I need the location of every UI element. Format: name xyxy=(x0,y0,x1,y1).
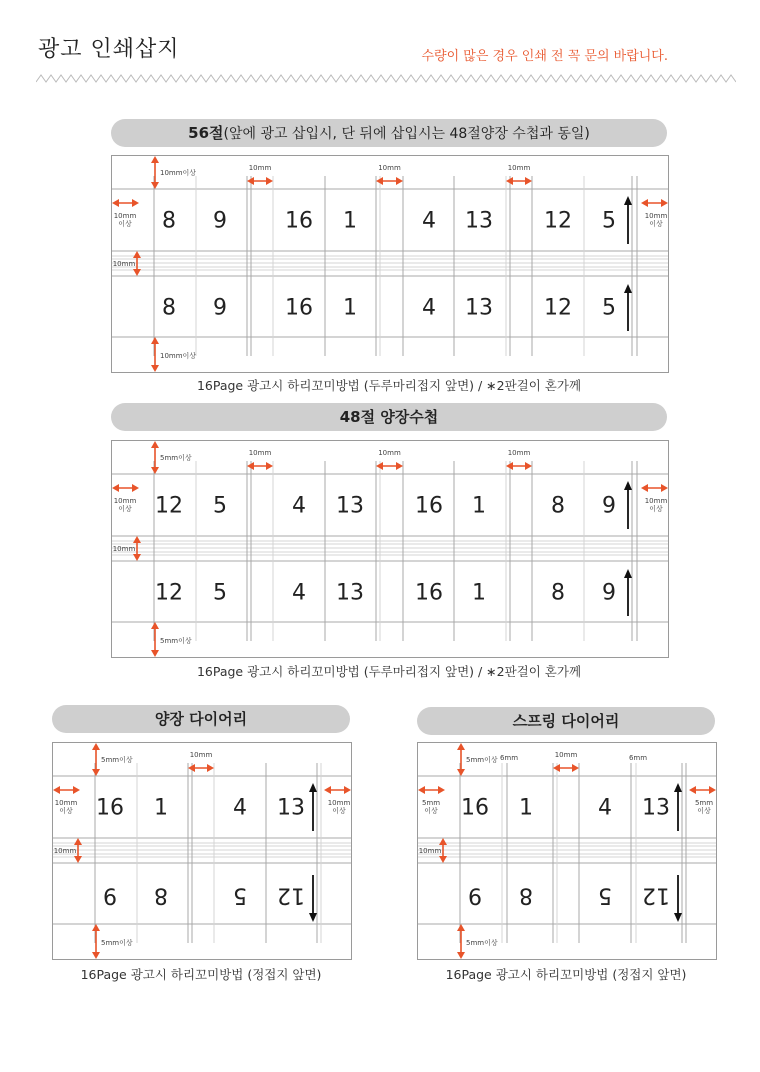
s56-page-top-3: 1 xyxy=(343,208,357,234)
s48-page-top-6: 8 xyxy=(551,493,565,519)
sp-page-bottom-3: 12 xyxy=(642,882,670,908)
yj-direction-arrow-top xyxy=(309,783,317,831)
yj-margin-bottom-arrow xyxy=(92,924,100,959)
svg-text:이상: 이상 xyxy=(424,807,438,815)
imposition-spring-diagram xyxy=(417,742,717,960)
s56-gap-middle-label: 10mm xyxy=(112,260,136,268)
s48-page-top-0: 12 xyxy=(155,493,183,519)
svg-text:이상: 이상 xyxy=(649,505,663,513)
sp-direction-arrow-bottom xyxy=(674,875,682,922)
sp-spring-gap-left-label: 6mm xyxy=(499,754,519,762)
svg-text:이상: 이상 xyxy=(118,505,132,513)
sp-page-top-1: 1 xyxy=(519,795,533,821)
s48-margin-left-arrow xyxy=(112,484,139,492)
section-56-heading-bold: 56절 xyxy=(188,124,224,142)
yj-direction-arrow-bottom xyxy=(309,875,317,922)
s56-gutter-label-1: 10mm xyxy=(378,164,401,172)
s48-page-bottom-0: 12 xyxy=(155,580,183,606)
sp-page-bottom-1: 8 xyxy=(519,882,533,908)
s56-gutter-label-0: 10mm xyxy=(248,164,272,172)
spring-diary-heading xyxy=(417,707,715,735)
svg-text:이상: 이상 xyxy=(59,807,73,815)
sp-page-bottom-2: 5 xyxy=(598,882,612,908)
sp-svg xyxy=(418,743,716,959)
s56-margin-bottom-label: 10mm이상 xyxy=(160,352,197,360)
s56-page-bottom-1: 9 xyxy=(213,295,227,321)
page-title: 광고 인쇄삽지 xyxy=(38,37,180,62)
yj-margin-left-label xyxy=(55,799,78,815)
s48-page-bottom-6: 8 xyxy=(551,580,565,606)
s56-margin-top-arrow xyxy=(151,156,159,189)
yj-margin-top-arrow xyxy=(92,743,100,776)
s48-margin-right-arrow xyxy=(641,484,668,492)
sp-page-bottom-0: 9 xyxy=(468,882,482,908)
section-48-caption: 16Page 광고시 하리꼬미방법 (두루마리접지 앞면) / ∗2판걸이 혼가께 xyxy=(196,664,582,679)
sp-margin-left-arrow xyxy=(418,786,445,794)
imposition-56-diagram xyxy=(111,155,669,373)
sp-page-top-2: 4 xyxy=(598,795,612,821)
s48-page-top-7: 9 xyxy=(602,493,616,519)
yangjang-diary-heading xyxy=(52,705,350,733)
sp-direction-arrow-top xyxy=(674,783,682,831)
s56-direction-arrow-top xyxy=(624,196,632,244)
s48-page-bottom-3: 13 xyxy=(336,580,364,606)
svg-text:5mm: 5mm xyxy=(421,799,441,807)
imposition-yangjang-diagram xyxy=(52,742,352,960)
s56-page-bottom-4: 4 xyxy=(422,295,436,321)
s56-page-bottom-6: 12 xyxy=(544,295,572,321)
s48-page-bottom-2: 4 xyxy=(292,580,306,606)
s56-page-top-5: 13 xyxy=(465,208,493,234)
yj-margin-bottom-label: 5mm이상 xyxy=(101,939,133,947)
s48-gutter-label-1: 10mm xyxy=(378,449,401,457)
s48-page-bottom-1: 5 xyxy=(213,580,227,606)
yangjang-diary-heading-text: 양장 다이어리 xyxy=(154,710,248,728)
s56-margin-bottom-arrow xyxy=(151,337,159,372)
s48-gutter-label-2: 10mm xyxy=(507,449,531,457)
yj-page-top-2: 4 xyxy=(233,795,247,821)
yj-page-bottom-3: 12 xyxy=(277,882,305,908)
s48-page-top-4: 16 xyxy=(415,493,443,519)
s48-margin-top-label: 5mm이상 xyxy=(160,454,192,462)
section-48-heading xyxy=(111,403,667,431)
s56-margin-top-label: 10mm이상 xyxy=(160,169,197,177)
s48-page-bottom-4: 16 xyxy=(415,580,443,606)
s48-margin-bottom-arrow xyxy=(151,622,159,657)
s56-margin-left-label xyxy=(114,212,137,228)
svg-text:5mm: 5mm xyxy=(694,799,714,807)
s48-page-top-5: 1 xyxy=(472,493,486,519)
s56-page-bottom-0: 8 xyxy=(162,295,176,321)
sp-gutter-label: 10mm xyxy=(554,751,578,759)
s48-direction-arrow-top xyxy=(624,481,632,529)
sp-page-top-3: 13 xyxy=(642,795,670,821)
sp-gap-middle-label: 10mm xyxy=(418,847,442,855)
yangjang-diary-caption: 16Page 광고시 하리꼬미방법 (정접지 앞면) xyxy=(80,967,322,982)
s56-margin-right-arrow xyxy=(641,199,668,207)
svg-text:이상: 이상 xyxy=(118,220,132,228)
s48-margin-left-label xyxy=(114,497,137,513)
svg-text:10mm: 10mm xyxy=(644,497,668,505)
sp-margin-bottom-arrow xyxy=(457,924,465,959)
sp-margin-left-label xyxy=(422,799,440,815)
sp-margin-top-label: 5mm이상 xyxy=(466,756,498,764)
sp-margin-right-arrow xyxy=(689,786,716,794)
svg-text:10mm: 10mm xyxy=(54,799,78,807)
s48-page-top-2: 4 xyxy=(292,493,306,519)
svg-text:10mm: 10mm xyxy=(113,212,137,220)
section-56-caption: 16Page 광고시 하리꼬미방법 (두루마리접지 앞면) / ∗2판걸이 혼가께 xyxy=(196,378,582,393)
s56-page-bottom-2: 16 xyxy=(285,295,313,321)
s48-direction-arrow-bottom xyxy=(624,569,632,616)
s48-margin-right-label xyxy=(645,497,668,513)
s56-page-bottom-5: 13 xyxy=(465,295,493,321)
s48-page-top-3: 13 xyxy=(336,493,364,519)
yj-page-top-1: 1 xyxy=(154,795,168,821)
s56-page-top-4: 4 xyxy=(422,208,436,234)
s48-gap-middle-label: 10mm xyxy=(112,545,136,553)
s48-margin-top-arrow xyxy=(151,441,159,474)
quantity-notice: 수량이 많은 경우 인쇄 전 꼭 문의 바랍니다. xyxy=(421,49,668,64)
yj-gutter-label: 10mm xyxy=(189,751,213,759)
yj-page-bottom-1: 8 xyxy=(154,882,168,908)
s56-svg xyxy=(112,156,668,372)
yj-page-top-0: 16 xyxy=(96,795,124,821)
s48-page-top-1: 5 xyxy=(213,493,227,519)
svg-text:10mm: 10mm xyxy=(644,212,668,220)
s56-direction-arrow-bottom xyxy=(624,284,632,331)
imposition-48-diagram xyxy=(111,440,669,658)
svg-text:이상: 이상 xyxy=(697,807,711,815)
s56-page-top-1: 9 xyxy=(213,208,227,234)
sp-page-top-0: 16 xyxy=(461,795,489,821)
svg-text:이상: 이상 xyxy=(332,807,346,815)
s56-page-bottom-7: 5 xyxy=(602,295,616,321)
section-56-heading-note: (앞에 광고 삽입시, 단 뒤에 삽입시는 48절양장 수첩과 동일) xyxy=(223,126,590,142)
s48-page-bottom-5: 1 xyxy=(472,580,486,606)
spring-diary-heading-text: 스프링 다이어리 xyxy=(512,712,620,730)
s56-page-top-0: 8 xyxy=(162,208,176,234)
sp-margin-top-arrow xyxy=(457,743,465,776)
s56-page-top-7: 5 xyxy=(602,208,616,234)
yj-page-bottom-0: 9 xyxy=(103,882,117,908)
zigzag-divider xyxy=(36,73,736,85)
yj-page-top-3: 13 xyxy=(277,795,305,821)
s56-margin-left-arrow xyxy=(112,199,139,207)
s56-page-top-6: 12 xyxy=(544,208,572,234)
yj-margin-right-label xyxy=(328,799,351,815)
s56-gutter-label-2: 10mm xyxy=(507,164,531,172)
yj-gap-middle-label: 10mm xyxy=(53,847,77,855)
s56-page-top-2: 16 xyxy=(285,208,313,234)
s48-gutter-label-0: 10mm xyxy=(248,449,272,457)
sp-margin-bottom-label: 5mm이상 xyxy=(466,939,498,947)
sp-margin-right-label xyxy=(695,799,713,815)
spring-diary-caption: 16Page 광고시 하리꼬미방법 (정접지 앞면) xyxy=(445,967,687,982)
s48-page-bottom-7: 9 xyxy=(602,580,616,606)
yj-margin-top-label: 5mm이상 xyxy=(101,756,133,764)
s56-margin-right-label xyxy=(645,212,668,228)
yj-margin-right-arrow xyxy=(324,786,351,794)
yj-margin-left-arrow xyxy=(53,786,80,794)
svg-text:이상: 이상 xyxy=(649,220,663,228)
yj-page-bottom-2: 5 xyxy=(233,882,247,908)
s56-page-bottom-3: 1 xyxy=(343,295,357,321)
svg-text:10mm: 10mm xyxy=(113,497,137,505)
yj-svg xyxy=(53,743,351,959)
svg-text:10mm: 10mm xyxy=(327,799,351,807)
s48-margin-bottom-label: 5mm이상 xyxy=(160,637,192,645)
s48-svg xyxy=(112,441,668,657)
section-56-heading xyxy=(111,119,667,147)
sp-spring-gap-right-label: 6mm xyxy=(628,754,648,762)
section-48-heading-text: 48절 양장수첩 xyxy=(339,408,439,426)
